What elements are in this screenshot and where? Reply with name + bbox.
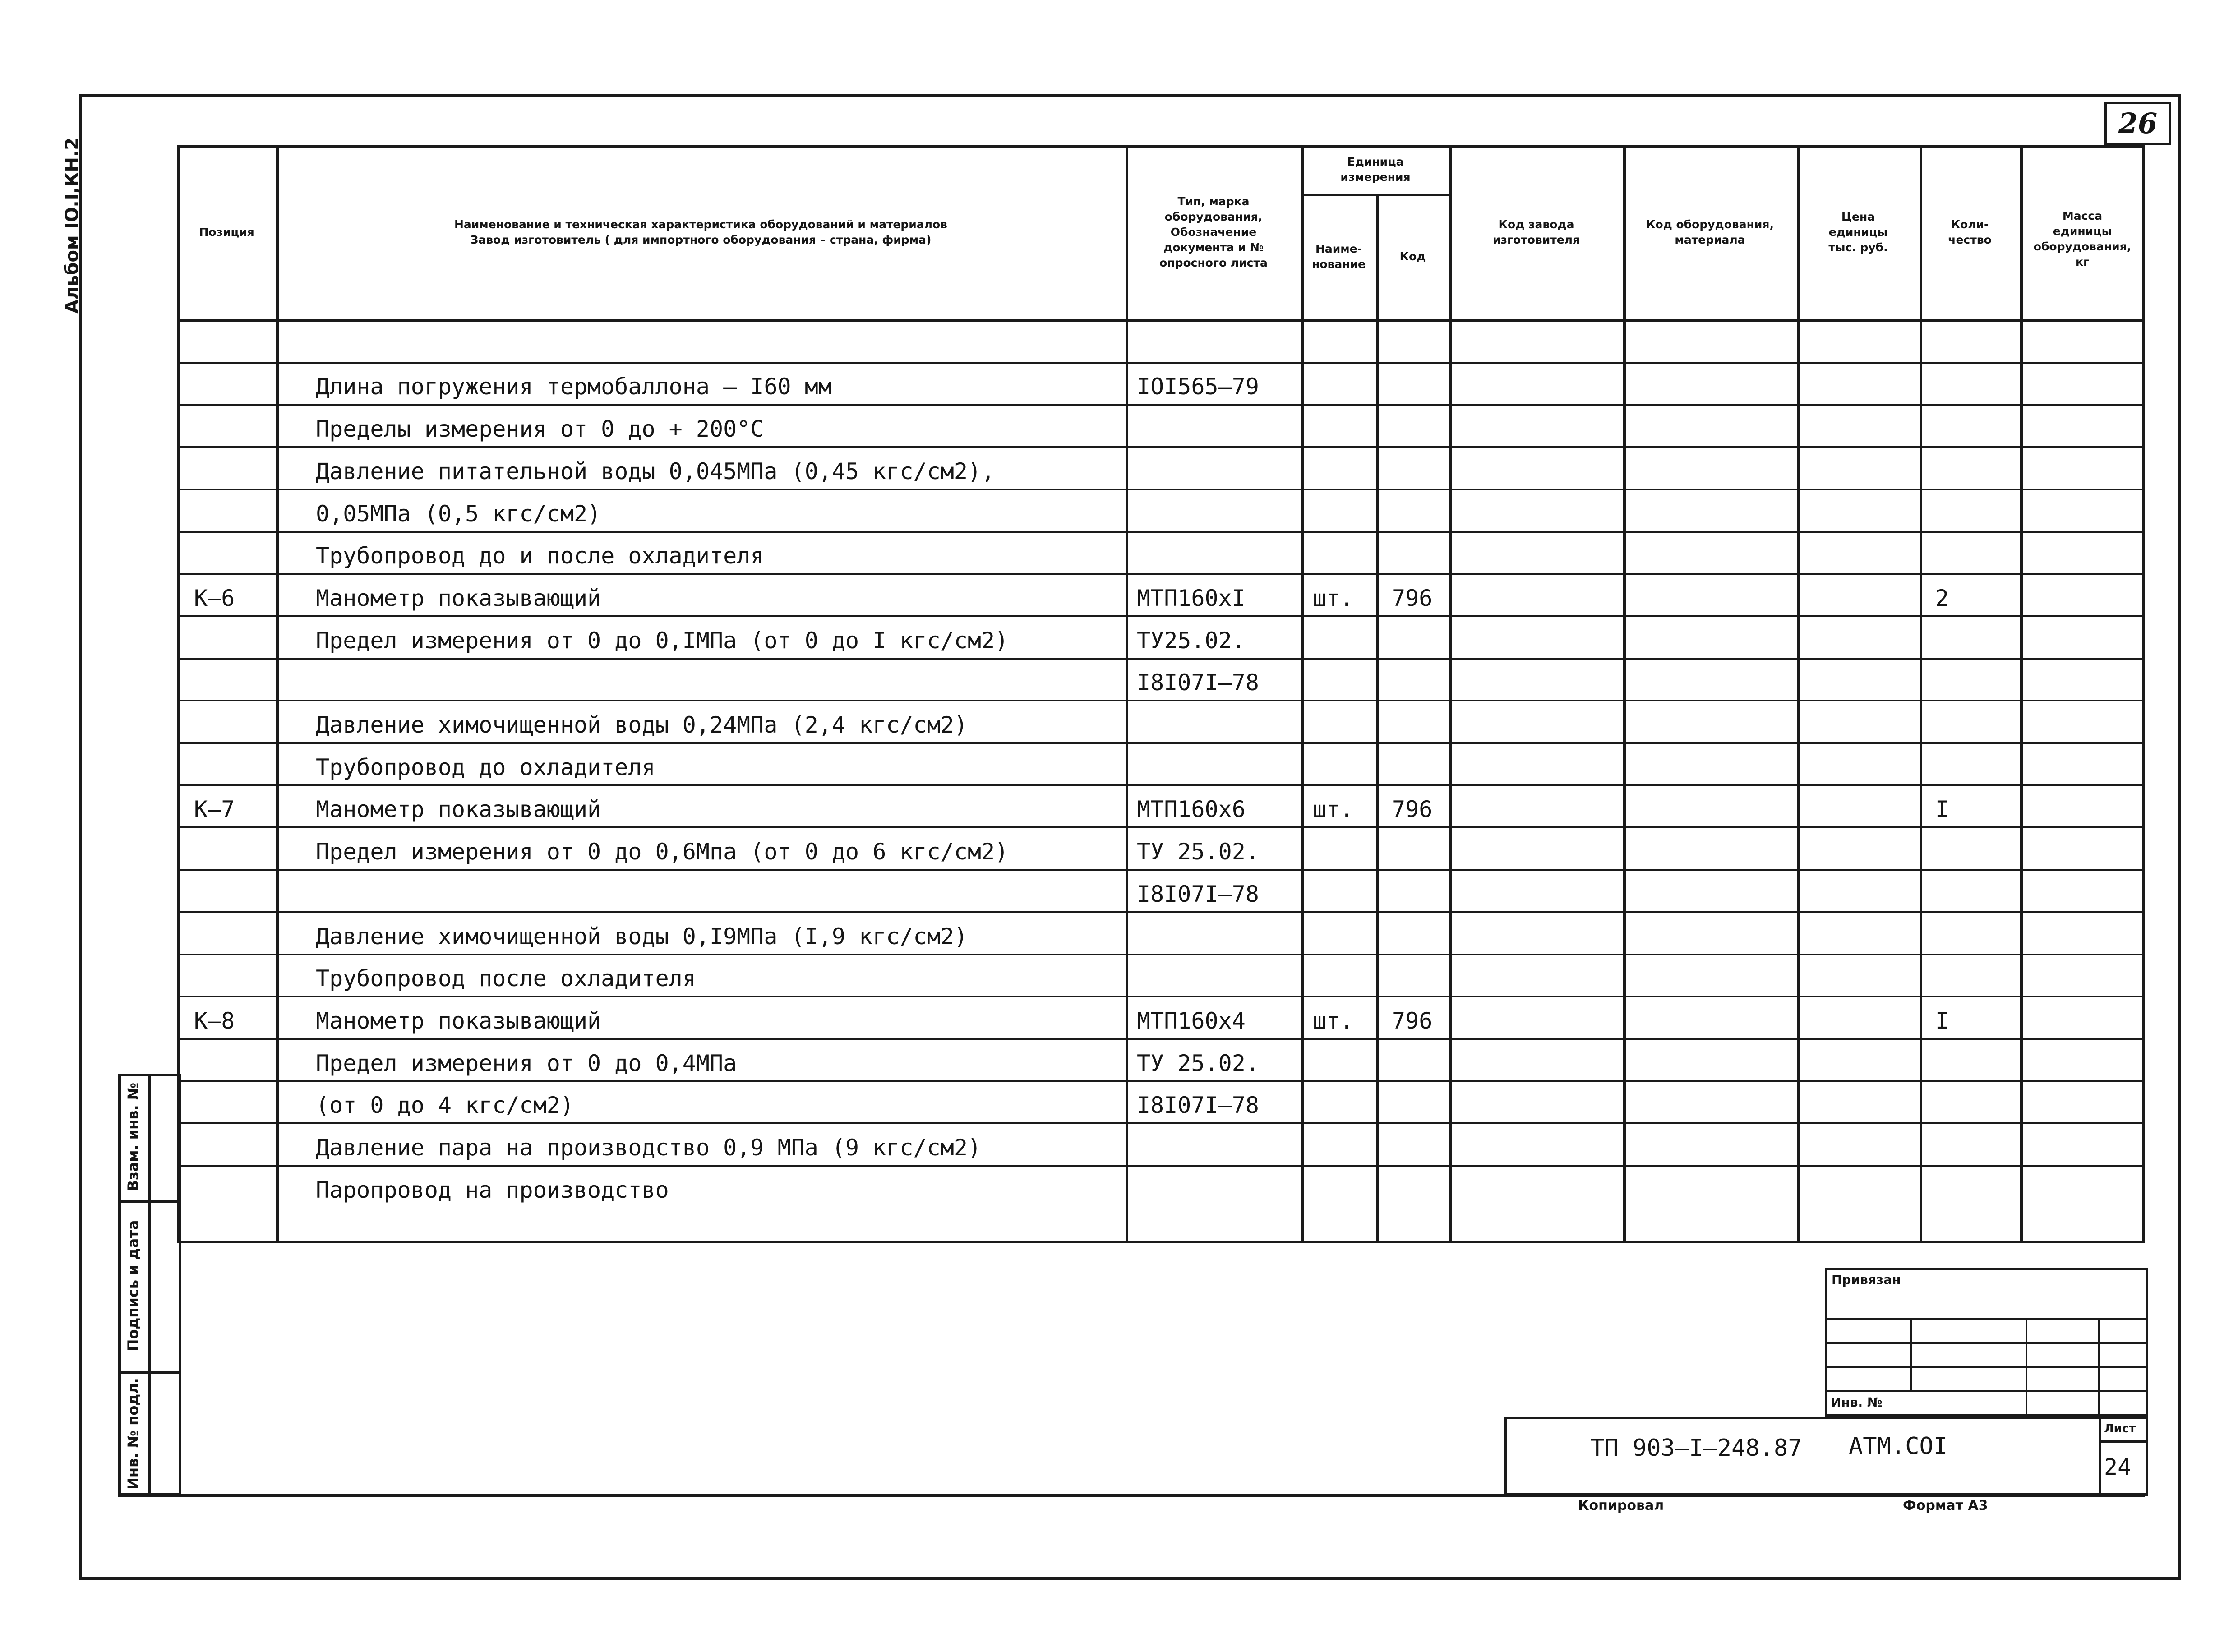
row-line <box>177 1038 2145 1040</box>
col-header-unit-name: Наиме- нование <box>1312 242 1366 271</box>
cell-name: Предел измерения от 0 до 0,IМПа (от 0 до I кгс/см2) <box>316 628 1009 654</box>
row-line <box>177 700 2145 701</box>
privyazan-label: Привязан <box>1832 1272 1901 1287</box>
row-line <box>177 446 2145 448</box>
cell-name: Паропровод на производство <box>316 1177 669 1203</box>
cell-type: IOI565–79 <box>1137 374 1259 400</box>
row-line <box>177 826 2145 828</box>
doc-code-divider <box>2099 1417 2101 1496</box>
cell-name: Трубопровод до охладителя <box>316 754 655 780</box>
left-stamp-divider <box>118 1200 181 1203</box>
cell-name: Манометр показывающий <box>316 796 601 822</box>
row-line <box>177 954 2145 955</box>
cell-name: Давление питательной воды 0,045МПа (0,45 кгс/см2), <box>316 458 995 485</box>
doc-code-suffix: АТМ.СОI <box>1849 1433 1948 1460</box>
doc-code-divider <box>2099 1440 2148 1443</box>
cell-name: Давление пара на производство 0,9 МПа (9 кгс/см2) <box>316 1135 982 1161</box>
cell-code: 796 <box>1392 585 1433 611</box>
cell-position: К–7 <box>194 796 235 822</box>
cell-code: 796 <box>1392 796 1433 822</box>
row-line <box>177 615 2145 617</box>
row-line <box>177 1165 2145 1167</box>
col-header-position: Позиция <box>199 226 254 239</box>
col-line <box>1376 194 1379 1243</box>
privyazan-divider <box>2098 1318 2100 1417</box>
cell-type: I8I07I–78 <box>1137 1092 1259 1118</box>
row-line <box>177 489 2145 490</box>
row-line <box>177 742 2145 744</box>
row-line <box>177 911 2145 913</box>
cell-name: Длина погружения термобаллона – I60 мм <box>316 374 832 400</box>
cell-name: Давление химочищенной воды 0,I9МПа (I,9 кгс/см2) <box>316 923 968 950</box>
cell-qty: I <box>1935 796 1949 822</box>
list-number: 24 <box>2104 1454 2132 1480</box>
row-line <box>177 784 2145 786</box>
cell-name: Давление химочищенной воды 0,24МПа (2,4 кгс/см2) <box>316 712 968 738</box>
row-line <box>177 658 2145 660</box>
cell-type: МТП160хI <box>1137 585 1246 611</box>
podpis-data-label: Подпись и дата <box>125 1220 142 1352</box>
cell-name: Предел измерения от 0 до 0,6Мпа (от 0 до 6 кгс/см2) <box>316 839 1009 865</box>
col-header-mass: Масса единицы оборудования, кг <box>2033 209 2132 268</box>
doc-code: ТП 903–I–248.87 <box>1590 1435 1802 1462</box>
row-line <box>177 1080 2145 1082</box>
privyazan-divider <box>2026 1318 2027 1417</box>
col-header-qty: Коли- чество <box>1948 218 1992 246</box>
kopiroval-label: Копировал <box>1578 1498 1664 1514</box>
cell-type: ТУ 25.02. <box>1137 839 1259 865</box>
row-line <box>177 362 2145 364</box>
row-line <box>177 869 2145 871</box>
inv-no-label: Инв. № <box>1831 1395 1883 1410</box>
row-line <box>177 996 2145 997</box>
cell-type: ТУ 25.02. <box>1137 1050 1259 1076</box>
privyazan-divider <box>1825 1366 2148 1368</box>
cell-name: Трубопровод до и после охладителя <box>316 543 764 569</box>
vzam-inv-label: Взам. инв. № <box>125 1082 142 1191</box>
cell-type: I8I07I–78 <box>1137 669 1259 696</box>
col-header-type: Тип, марка оборудования, Обозначение документа и № опросного листа <box>1159 195 1268 269</box>
col-header-equip-code: Код оборудования, материала <box>1646 218 1774 246</box>
cell-unit: шт. <box>1313 796 1354 822</box>
format-label: Формат А3 <box>1903 1498 1988 1514</box>
cell-name: 0,05МПа (0,5 кгс/см2) <box>316 501 601 527</box>
header-bottom-line <box>177 319 2145 322</box>
cell-qty: 2 <box>1935 585 1949 611</box>
cell-code: 796 <box>1392 1008 1433 1034</box>
privyazan-divider <box>1825 1342 2148 1344</box>
cell-position: К–6 <box>194 585 235 611</box>
list-label: Лист <box>2104 1422 2136 1435</box>
privyazan-divider <box>1910 1318 1912 1390</box>
sheet-number: 26 <box>2118 106 2158 140</box>
album-label: Альбом IO.I,КН.2 <box>62 137 83 314</box>
col-header-name: Наименование и техническая характеристика оборудований и материалов Завод изготовитель ( для импортного оборудования – страна, фирма) <box>454 218 947 246</box>
privyazan-divider <box>1825 1390 2148 1392</box>
cell-unit: шт. <box>1313 1008 1354 1034</box>
col-header-unit-group: Единица измерения <box>1340 155 1411 184</box>
cell-position: К–8 <box>194 1008 235 1034</box>
col-header-maker-code: Код завода изготовителя <box>1492 218 1580 246</box>
cell-name: Трубопровод после охладителя <box>316 965 696 992</box>
cell-type: МТП160х6 <box>1137 796 1246 822</box>
cell-name: Пределы измерения от 0 до + 200°С <box>316 416 764 442</box>
cell-type: ТУ25.02. <box>1137 628 1246 654</box>
cell-type: I8I07I–78 <box>1137 881 1259 907</box>
cell-name: Манометр показывающий <box>316 1008 601 1034</box>
cell-unit: шт. <box>1313 585 1354 611</box>
cell-qty: I <box>1935 1008 1949 1034</box>
row-line <box>177 404 2145 406</box>
row-line <box>177 531 2145 533</box>
inv-podl-label: Инв. № подл. <box>125 1378 142 1490</box>
cell-type: МТП160х4 <box>1137 1008 1246 1034</box>
col-header-price: Цена единицы тыс. руб. <box>1828 210 1888 254</box>
cell-name: Манометр показывающий <box>316 585 601 611</box>
row-line <box>177 573 2145 575</box>
row-line <box>177 1122 2145 1124</box>
left-stamp-divider <box>148 1074 151 1496</box>
privyazan-divider <box>1825 1318 2148 1320</box>
col-header-unit-code: Код <box>1399 250 1426 263</box>
cell-name: (от 0 до 4 кгс/см2) <box>316 1092 574 1118</box>
cell-name: Предел измерения от 0 до 0,4МПа <box>316 1050 737 1076</box>
